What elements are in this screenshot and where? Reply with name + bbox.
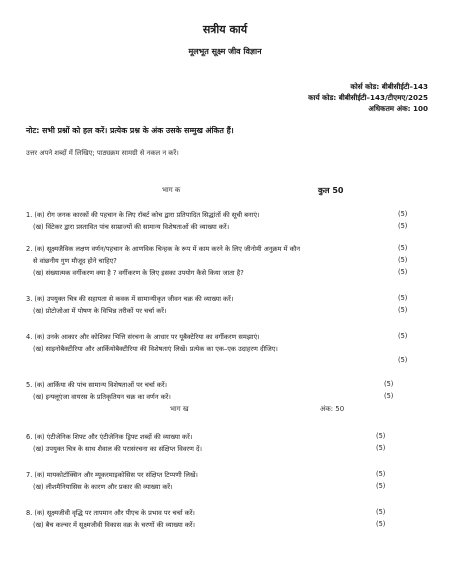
- q6-b: (ख) उपयुक्त चित्र के साथ शैवाल की परासंरचना का संक्षिप्त विवरण दें।: [33, 445, 202, 453]
- course-subtitle: मूलभूत सूक्ष्म जीव विज्ञान: [188, 47, 262, 56]
- assignment-code: कार्य कोड: बीबीसीईटी–143/टीएमए/2025: [308, 93, 428, 102]
- q8-a-marks: (5): [376, 508, 386, 516]
- section-b-label: भाग ख: [170, 405, 189, 413]
- q3-b-marks: (5): [398, 306, 408, 314]
- q1-b-marks: (5): [398, 222, 408, 230]
- q2-a-marks: (5): [398, 244, 408, 252]
- q3-a: 3. (क) उपयुक्त चित्र की सहायता से कवक में सामान्यीकृत जीवन चक्र की व्याख्या करें।: [26, 295, 234, 303]
- q7-b-marks: (5): [376, 482, 386, 490]
- q7-b: (ख) लीशमैनियासिस के कारण और प्रकार की व्याख्या करें।: [33, 483, 173, 491]
- q1-a: 1. (क) रोग जनक कारकों की पहचान के लिए रॉबर्ट कोच द्वारा प्रतिपादित सिद्धांतों की सूची बनाएं।: [26, 211, 260, 219]
- section-b-total: अंक: 50: [320, 405, 345, 413]
- q2-b-marks: (5): [398, 268, 408, 276]
- q4-b: (ख) साइनोबैक्टीरिया और आर्कियोबैक्टीरिया की विशेषताएं लिखें। प्रत्येक का एक–एक उदाहरण दीजिए।: [33, 345, 278, 353]
- page-title: सत्रीय कार्य: [202, 23, 248, 36]
- q2-a-line2: से वांछनीय गुण मौजूद होने चाहिए?: [33, 257, 117, 265]
- note: नोट: सभी प्रश्नों को हल करें। प्रत्येक प्रश्न के अंक उसके सम्मुख अंकित हैं।: [26, 126, 234, 135]
- instruction: उत्तर अपने शब्दों में लिखिए; पाठ्यक्रम सामग्री से नकल न करें।: [26, 149, 179, 157]
- q5-b: (ख) इन्फ्लूएंजा वायरस के प्रतिकृतियन चक्र का वर्णन करें।: [33, 393, 171, 401]
- q2-a-line1: 2. (क) सूक्ष्मजैविक लक्षण वर्णन/पहचान के आणविक चिन्हक के रूप में काम करने के लिए जीनोमी अनुक्रम में कौन: [26, 245, 301, 253]
- q1-b: (ख) विंटेकर द्वारा प्रस्तावित पांच साम्राज्यों की सामान्य विशेषताओं की व्याख्या करें।: [33, 223, 230, 231]
- q3-b: (ख) प्रोटोजोआ में पोषण के विभिन्न तरीकों पर चर्चा करें।: [33, 307, 167, 315]
- q2-a-marks2: (5): [398, 256, 408, 264]
- q6-a: 6. (क) एंटीजेनिक शिफ्ट और एंटीजेनिक ड्रिफ्ट शब्दों की व्याख्या करें।: [26, 433, 193, 441]
- q6-b-marks: (5): [376, 444, 386, 452]
- q7-a: 7. (क) मायकोटॉक्सिन और म्यूकरमाइकोसिस पर संक्षिप्त टिप्पणी लिखें।: [26, 471, 198, 479]
- q5-b-marks: (5): [384, 392, 394, 400]
- q8-b: (ख) बैच कल्चर में सूक्ष्मजीवी विकास वक्र के चरणों की व्याख्या करें।: [33, 521, 196, 529]
- q6-a-marks: (5): [376, 432, 386, 440]
- q4-a: 4. (क) उनके आकार और कोशिका भित्ति संरचना के आधार पर यूबैक्टेरिया का वर्गीकरण समझाएं।: [26, 333, 260, 341]
- q5-a: 5. (क) आर्किया की पांच सामान्य विशेषताओं पर चर्चा करें।: [26, 381, 168, 389]
- q4-b-marks: (5): [398, 356, 408, 364]
- q8-b-marks: (5): [376, 520, 386, 528]
- q1-a-marks: (5): [398, 210, 408, 218]
- course-code: कोर्स कोड: बीबीसीईटी–143: [350, 82, 428, 91]
- q5-a-marks: (5): [384, 380, 394, 388]
- q2-b: (ख) संख्यात्मक वर्गीकरण क्या है ? वर्गीकरण के लिए इसका उपयोग कैसे किया जाता है?: [33, 269, 244, 277]
- section-a-label: भाग क: [162, 186, 181, 194]
- q4-a-marks: (5): [398, 332, 408, 340]
- q3-a-marks: (5): [398, 294, 408, 302]
- section-a-total: कुल 50: [318, 186, 344, 195]
- q7-a-marks: (5): [376, 470, 386, 478]
- max-marks: अधिकतम अंक: 100: [368, 104, 428, 113]
- q8-a: 8. (क) सूक्ष्मजीवी वृद्धि पर तापमान और पीएच के प्रभाव पर चर्चा करें।: [26, 509, 195, 517]
